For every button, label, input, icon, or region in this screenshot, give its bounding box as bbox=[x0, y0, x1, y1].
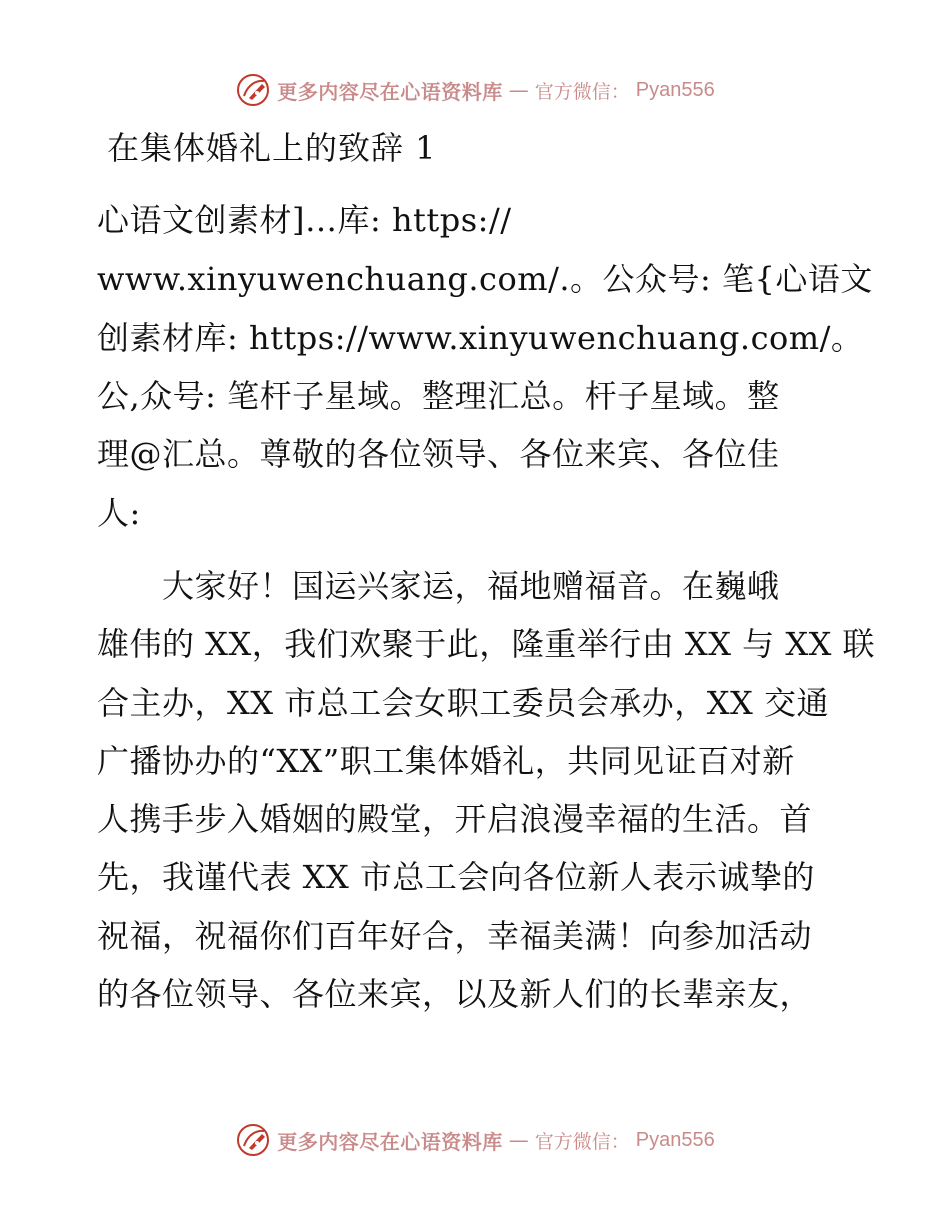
body-line: 的各位领导、各位来宾，以及新人们的长辈亲友， bbox=[97, 975, 813, 1013]
body-line: 雄伟的 XX，我们欢聚于此，隆重举行由 XX 与 XX 联 bbox=[97, 625, 876, 663]
body-line: 广播协办的“XX”职工集体婚礼，共同见证百对新 bbox=[97, 742, 795, 780]
intro-line: 理@汇总。尊敬的各位领导、各位来宾、各位佳 bbox=[97, 435, 780, 473]
banner-separator: — bbox=[508, 1128, 529, 1152]
intro-line: 人: bbox=[97, 494, 141, 532]
footer-banner bbox=[0, 1120, 950, 1160]
body-line: 先，我谨代表 XX 市总工会向各位新人表示诚挚的 bbox=[97, 858, 815, 896]
intro-line: www.xinyuwenchuang.com/.。公众号: 笔{心语文 bbox=[97, 260, 873, 298]
header-banner bbox=[0, 70, 950, 110]
document-title: 在集体婚礼上的致辞 1 bbox=[107, 129, 437, 167]
banner-wechat-label: 官方微信： bbox=[534, 80, 630, 103]
intro-line: 创素材库: https://www.xinyuwenchuang.com/。 bbox=[97, 319, 864, 357]
banner-brand-text: 更多内容尽在心语资料库 bbox=[277, 79, 503, 104]
banner-separator: — bbox=[508, 78, 529, 102]
banner-brand-text: 更多内容尽在心语资料库 bbox=[277, 1129, 503, 1154]
intro-line: 心语文创素材]…库: https:// bbox=[97, 201, 512, 239]
body-line: 大家好！国运兴家运，福地赠福音。在巍峨 bbox=[97, 567, 780, 605]
pen-logo-icon bbox=[235, 1122, 271, 1158]
body-line: 祝福，祝福你们百年好合，幸福美满！向参加活动 bbox=[97, 917, 813, 955]
body-line: 合主办，XX 市总工会女职工委员会承办，XX 交通 bbox=[97, 684, 829, 722]
banner-wechat-id: Pyan556 bbox=[635, 78, 715, 101]
banner-wechat-label: 官方微信： bbox=[534, 1130, 630, 1153]
banner-wechat-id: Pyan556 bbox=[635, 1128, 715, 1151]
intro-line: 公,众号: 笔杆子星域。整理汇总。杆子星域。整 bbox=[97, 377, 780, 415]
body-line: 人携手步入婚姻的殿堂，开启浪漫幸福的生活。首 bbox=[97, 800, 813, 838]
pen-logo-icon bbox=[235, 72, 271, 108]
